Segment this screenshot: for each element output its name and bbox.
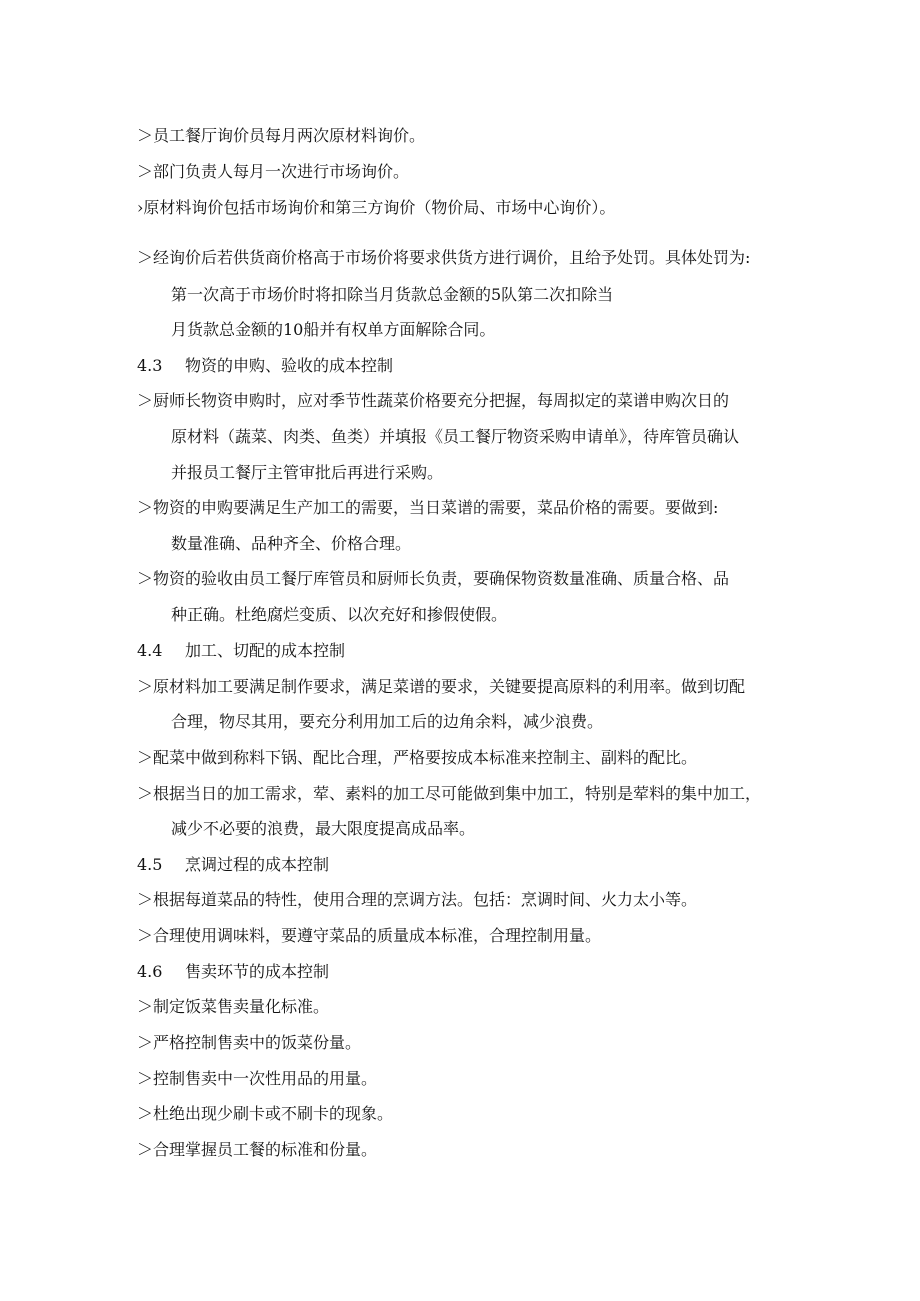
section-number: 4.3	[137, 356, 163, 375]
bullet-line: ＞经询价后若供货商价格高于市场价将要求供货方进行调价，且给予处罚。具体处罚为:	[137, 248, 751, 267]
continuation-line: 种正确。杜绝腐烂变质、以次充好和掺假使假。	[171, 605, 508, 624]
section-title: 售卖环节的成本控制	[185, 962, 330, 981]
bullet-line: ›原材料询价包括市场询价和第三方询价（物价局、市场中心询价）。	[137, 198, 616, 217]
section-title: 加工、切配的成本控制	[185, 641, 346, 660]
bullet-line: ＞厨师长物资申购时，应对季节性蔬菜价格要充分把握，每周拟定的菜谱申购次日的	[137, 391, 730, 410]
continuation-line: 第一次高于市场价时将扣除当月货款总金额的5队第二次扣除当	[171, 285, 614, 304]
bullet-line: ＞根据每道菜品的特性，使用合理的烹调方法。包括：烹调时间、火力太小等。	[137, 890, 698, 909]
section-heading	[137, 962, 329, 982]
section-number: 4.5	[137, 855, 163, 874]
section-number: 4.4	[137, 641, 163, 660]
bullet-line: ＞物资的申购要满足生产加工的需要，当日菜谱的需要，菜品价格的需要。要做到:	[137, 498, 719, 517]
bullet-line: ＞严格控制售卖中的饭菜份量。	[137, 1033, 362, 1052]
bullet-line: ＞原材料加工要满足制作要求，满足菜谱的要求，关键要提高原料的利用率。做到切配	[137, 677, 746, 696]
bullet-line: ＞合理使用调味料，要遵守菜品的质量成本标准，合理控制用量。	[137, 926, 602, 945]
bullet-line: ＞配菜中做到称料下锅、配比合理，严格要按成本标准来控制主、副料的配比。	[137, 748, 698, 767]
continuation-line: 减少不必要的浪费，最大限度提高成品率。	[171, 819, 476, 838]
section-title: 烹调过程的成本控制	[185, 855, 330, 874]
section-heading	[137, 855, 329, 875]
continuation-line: 合理，物尽其用，要充分利用加工后的边角余料，减少浪费。	[171, 712, 604, 731]
continuation-line: 并报员工餐厅主管审批后再进行采购。	[171, 463, 444, 482]
bullet-line: ＞合理掌握员工餐的标准和份量。	[137, 1140, 378, 1159]
bullet-line: ＞员工餐厅询价员每月两次原材料询价。	[137, 126, 426, 145]
continuation-line: 数量准确、品种齐全、价格合理。	[171, 534, 412, 553]
bullet-line: ＞制定饭菜售卖量化标准。	[137, 997, 330, 1016]
bullet-line: ＞杜绝出现少刷卡或不刷卡的现象。	[137, 1104, 394, 1123]
section-number: 4.6	[137, 962, 163, 981]
bullet-line: ＞物资的验收由员工餐厅库管员和厨师长负责，要确保物资数量准确、质量合格、品	[137, 569, 730, 588]
continuation-line: 月货款总金额的10船并有权单方面解除合同。	[171, 320, 496, 339]
section-heading	[137, 356, 393, 376]
continuation-line: 原材料（蔬菜、肉类、鱼类）并填报《员工餐厅物资采购申请单》，待库管员确认	[171, 427, 740, 446]
bullet-line: ＞控制售卖中一次性用品的用量。	[137, 1069, 378, 1088]
section-heading	[137, 641, 345, 661]
section-title: 物资的申购、验收的成本控制	[185, 356, 394, 375]
bullet-line: ＞根据当日的加工需求，荤、素料的加工尽可能做到集中加工，特别是荤料的集中加工，	[137, 784, 762, 803]
bullet-line: ＞部门负责人每月一次进行市场询价。	[137, 162, 410, 181]
